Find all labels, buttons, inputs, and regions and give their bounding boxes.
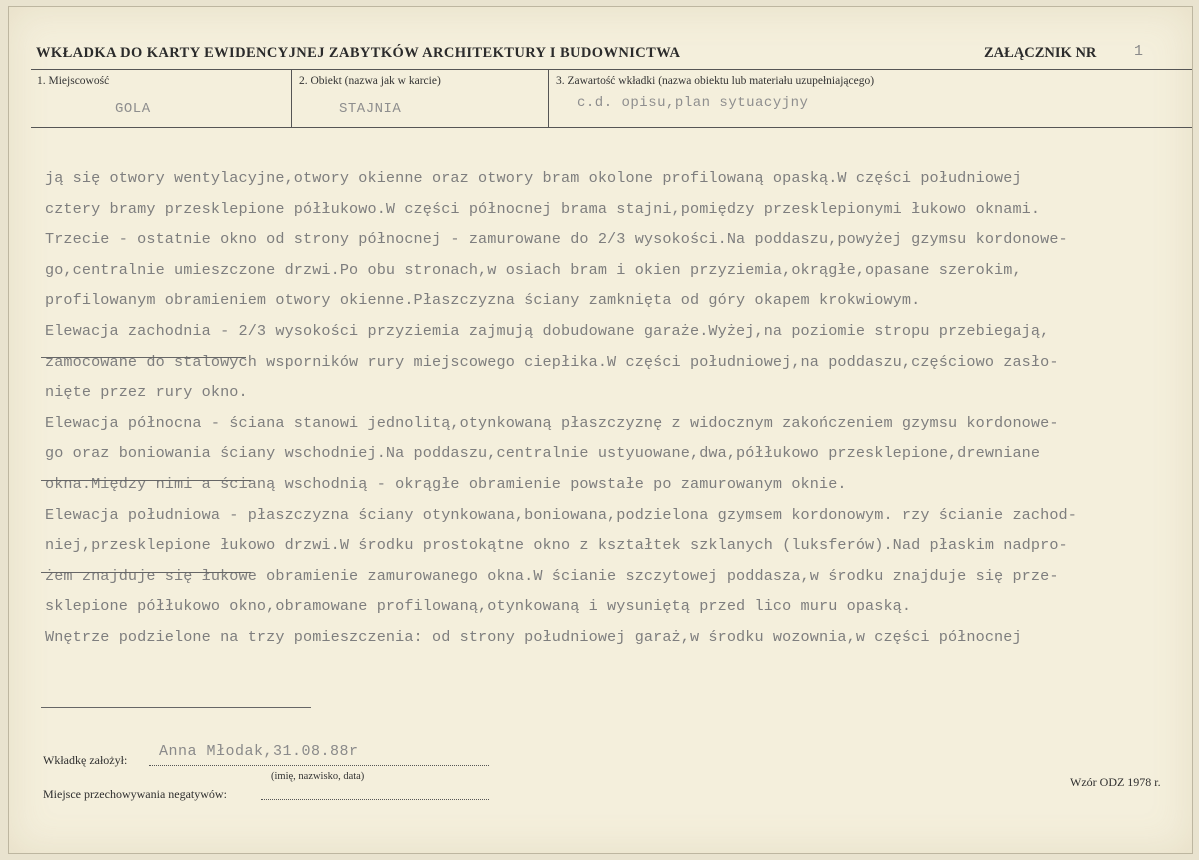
- heading-underline: [41, 357, 246, 358]
- text-line: Elewacja południowa - płaszczyzna ściany otynkowana,boniowana,podzielona gzymsem kordonowym. rzy ścianie zachod-: [45, 505, 1077, 524]
- negatives-storage-line: [261, 799, 489, 800]
- heading-underline: [41, 707, 311, 708]
- text-line: Elewacja północna - ściana stanowi jednolitą,otynkowaną płaszczyznę z widocznym zakończeniem gzymsu kordonowe-: [45, 413, 1059, 432]
- prepared-by-line: [149, 765, 489, 766]
- text-line: go,centralnie umieszczone drzwi.Po obu stronach,w osiach bram i okien przyziemia,okrągłe,opasane szerokim,: [45, 260, 1022, 279]
- text-line: okna.Między nimi a ścianą wschodnią - okrągłe obramienie powstałe po zamurowanym oknie.: [45, 474, 847, 493]
- form-code: Wzór ODZ 1978 r.: [1070, 775, 1161, 789]
- attachment-label: ZAŁĄCZNIK NR: [984, 45, 1097, 61]
- text-line: zamocowane do stalowych wsporników rury miejscowego ciepłika.W części południowej,na poddaszu,częściowo zasło-: [45, 352, 1059, 371]
- text-line: niej,przesklepione łukowo drzwi.W środku prostokątne okno z kształtek szklanych (luksferów).Nad płaskim nadpro-: [45, 536, 1068, 555]
- description-text: [45, 163, 1175, 653]
- field-value-contents: c.d. opisu,plan sytuacyjny: [577, 95, 809, 111]
- text-line: ją się otwory wentylacyjne,otwory okienne oraz otwory bram okolone profilowaną opaską.W części południowej: [45, 169, 1022, 187]
- text-line: cztery bramy przesklepione półłukowo.W części północnej brama stajni,pomiędzy przesklepionymi łukowo oknami.: [45, 199, 1041, 218]
- heading-underline: [41, 572, 251, 573]
- heading-underline: [41, 480, 251, 481]
- fields-rule: [31, 127, 1192, 128]
- record-card: [8, 6, 1193, 854]
- text-line: Trzecie - ostatnie okno od strony północnej - zamurowane do 2/3 wysokości.Na poddaszu,powyżej gzymsu kordonowe-: [45, 230, 1068, 249]
- text-line: sklepione półłukowo okno,obramowane profilowaną,otynkowaną i wysuniętą przed lico muru opaską.: [45, 597, 912, 616]
- field-label-locality: 1. Miejscowość: [37, 75, 110, 87]
- field-label-contents: 3. Zawartość wkładki (nazwa obiektu lub materiału uzupełniającego): [556, 75, 875, 87]
- prepared-by-label: Wkładkę założył:: [43, 753, 128, 767]
- header-rule: [31, 69, 1192, 70]
- prepared-by-value: Anna Młodak,31.08.88r: [159, 743, 359, 760]
- card-title: WKŁADKA DO KARTY EWIDENCYJNEJ ZABYTKÓW ARCHITEKTURY I BUDOWNICTWA: [36, 45, 681, 61]
- prepared-by-hint: (imię, nazwisko, data): [271, 771, 365, 782]
- negatives-storage-label: Miejsce przechowywania negatywów:: [43, 787, 227, 801]
- text-line: Elewacja zachodnia - 2/3 wysokości przyziemia zajmują dobudowane garaże.Wyżej,na poziomie stropu przebiegają,: [45, 321, 1050, 340]
- text-line: nięte przez rury okno.: [45, 383, 248, 402]
- field-value-object: STAJNIA: [339, 101, 402, 117]
- attachment-number: 1: [1134, 43, 1144, 60]
- text-line: Wnętrze podzielone na trzy pomieszczenia: od strony południowej garaż,w środku wozownia,w części północnej: [45, 627, 1022, 646]
- field-divider: [548, 69, 549, 127]
- text-line: żem znajduje się łukowe obramienie zamurowanego okna.W ścianie szczytowej poddasza,w środku znajduje się prze-: [45, 566, 1059, 585]
- text-line: profilowanym obramieniem otwory okienne.Płaszczyzna ściany zamknięta od góry okapem krokwiowym.: [45, 291, 921, 310]
- text-line: go oraz boniowania ściany wschodniej.Na poddaszu,centralnie ustyuowane,dwa,półłukowo przesklepione,drewniane: [45, 444, 1041, 463]
- field-value-locality: GOLA: [115, 101, 151, 117]
- field-divider: [291, 69, 292, 127]
- field-label-object: 2. Obiekt (nazwa jak w karcie): [299, 75, 441, 87]
